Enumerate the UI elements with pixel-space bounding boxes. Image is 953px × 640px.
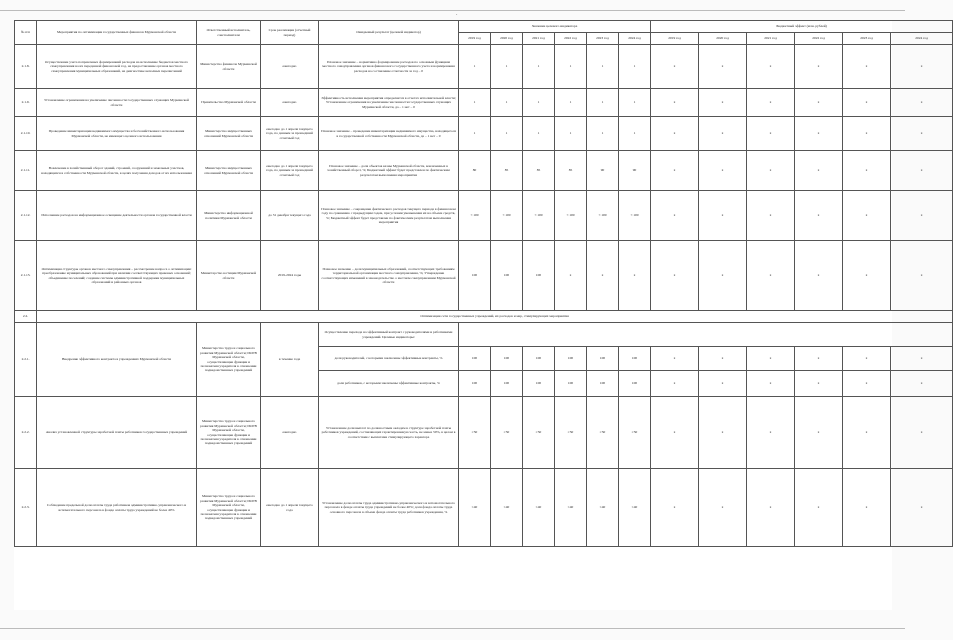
value-cell: х [619, 241, 651, 311]
effect-cell: х [747, 191, 795, 241]
row-measure: Осуществление учета поправочных формирований расходов на исполнение бюджетов местного самоуправления на их переданной финансовой год, на предоставление органов местного самоуправления муниципальных образований, на диагностике неполных перечислений [37, 45, 197, 89]
row-executor: Министерство финансов Мурманской области [197, 45, 261, 89]
year-header: 2021 год [747, 33, 795, 45]
effect-cell: х [651, 151, 699, 191]
value-cell: 100 [459, 241, 491, 311]
value-cell: < 100 [523, 191, 555, 241]
section-row [15, 311, 953, 323]
effect-cell: х [651, 117, 699, 151]
value-cell: 90 [587, 151, 619, 191]
value-cell: 1 [459, 45, 491, 89]
effect-cell: х [891, 347, 953, 371]
col-result-header: Ожидаемый результат (целевой индикатор) [319, 21, 459, 45]
effect-cell: х [747, 89, 795, 117]
row-deadline: ежегодно [261, 45, 319, 89]
value-cell: 1 [587, 45, 619, 89]
table-row [15, 45, 953, 89]
effect-cell: х [795, 397, 843, 469]
value-cell: 100 [587, 347, 619, 371]
effect-cell: х [699, 469, 747, 547]
row-executor: Министерство труда и социального развития Мурманской области; ИОГВ Мурманской области, осуществляющие функции и полномочия учредителя в отношении подведомственных учреждений [197, 323, 261, 397]
effect-cell: х [699, 347, 747, 371]
effect-cell: х [843, 397, 891, 469]
row-deadline: ежегодно [261, 89, 319, 117]
group-effect-header: Бюджетный эффект (млн. рублей) [651, 21, 953, 33]
header-row-1 [15, 21, 953, 33]
row-measure: Соблюдение предельной доли оплаты труда работников административно-управленческого и вспомогательного персонала в фонде оплаты труда учреждений не более 40% [37, 469, 197, 547]
year-header: 2024 год [619, 33, 651, 45]
effect-cell: х [891, 151, 953, 191]
table-row [15, 397, 953, 469]
value-cell: < 100 [491, 191, 523, 241]
row-executor: Министерство труда и социального развития Мурманской области; ИОГВ Мурманской области, осуществляющие функции и полномочия учредителя в отношении подведомственных учреждений [197, 397, 261, 469]
row-measure: Вовлечение в хозяйственный оборот зданий, строений, сооружений и земельных участков, находящихся в собственности Мурманской области, в целях получения доходов от их использования [37, 151, 197, 191]
effect-cell: х [795, 89, 843, 117]
value-cell: 100 [523, 371, 555, 397]
effect-cell: х [843, 469, 891, 547]
bottom-edge-line [0, 628, 905, 629]
year-header: 2024 год [891, 33, 953, 45]
value-cell: 100 [523, 347, 555, 371]
effect-cell: х [747, 397, 795, 469]
row-deadline: до 31 декабря текущего года [261, 191, 319, 241]
year-header: 2022 год [555, 33, 587, 45]
value-cell: ≥50 [523, 397, 555, 469]
value-cell: 100 [555, 371, 587, 397]
table-row [15, 191, 953, 241]
value-cell: 1 [619, 45, 651, 89]
effect-cell: х [747, 151, 795, 191]
effect-cell: х [891, 89, 953, 117]
value-cell: 85 [523, 151, 555, 191]
value-cell: 100 [491, 347, 523, 371]
effect-cell: х [651, 469, 699, 547]
row-num: 2.1.9. [15, 89, 37, 117]
effect-cell: х [651, 241, 699, 311]
row-num: 2.1.13. [15, 241, 37, 311]
col-measure-header: Мероприятия по оптимизации государственных финансов Мурманской области [37, 21, 197, 45]
year-header: 2022 год [795, 33, 843, 45]
row-deadline: ежегодно до 1 апреля текущего года, по данным за прошедший отчетный год [261, 151, 319, 191]
effect-cell: х [891, 397, 953, 469]
effect-cell: х [843, 241, 891, 311]
top-edge-line [0, 10, 905, 11]
row-num: 2.2.3. [15, 469, 37, 547]
value-cell: 90 [619, 151, 651, 191]
effect-cell: х [651, 371, 699, 397]
row-measure: Оптимизация структуры органов местного самоуправления – рассмотрение вопроса о оптимизации: преобразование муниципальных образований при наличии соответствующих правовых оснований; объединение поселений; создание системы административной поддержки муниципальных образований и районных органов [37, 241, 197, 311]
group-values-header: Значение целевого индикатора [459, 21, 651, 33]
row-deadline: 2019-2024 годы [261, 241, 319, 311]
effect-cell: х [891, 191, 953, 241]
value-cell: < 100 [587, 191, 619, 241]
value-cell: 100 [491, 241, 523, 311]
effect-cell: х [795, 45, 843, 89]
value-cell: х [555, 241, 587, 311]
value-cell: 1 [555, 45, 587, 89]
effect-cell: х [891, 241, 953, 311]
value-cell: ≥50 [459, 397, 491, 469]
value-cell: ≤40 [555, 469, 587, 547]
year-header: 2019 год [651, 33, 699, 45]
value-cell: ≥50 [491, 397, 523, 469]
scan-mark: · [456, 12, 458, 18]
row-measure: Проведение инвентаризации недвижимого имущества и бесхозяйственного использования Мурманской области, не имеющего целевого использования [37, 117, 197, 151]
value-cell: 1 [491, 89, 523, 117]
effect-cell: х [795, 347, 843, 371]
row-result: доля руководителей, с которыми заключены эффективные контракты, % [319, 347, 459, 371]
row-result: Осуществление перехода на эффективный контракт с руководителями и работниками учреждений. Целевые индикаторы: [319, 323, 459, 347]
value-cell: 100 [619, 371, 651, 397]
effect-cell: х [699, 191, 747, 241]
effect-cell: х [747, 241, 795, 311]
row-executor: Министерство имущественных отношений Мурманской области [197, 151, 261, 191]
year-header: 2020 год [699, 33, 747, 45]
value-cell: ≤40 [459, 469, 491, 547]
row-executor: Министерство имущественных отношений Мурманской области [197, 117, 261, 151]
effect-cell: х [843, 117, 891, 151]
document-page [14, 20, 928, 610]
value-cell: 1 [491, 117, 523, 151]
effect-cell: х [747, 117, 795, 151]
row-result: Установление доли выплат по должностным окладам в структуре заработной платы работников учреждений, составляющих гарантированную часть, не менее 50%, в целом в соответствии с выплатами стимулирующего характера [319, 397, 459, 469]
col-deadline-header: Срок реализации (отчетный период) [261, 21, 319, 45]
effect-cell: х [795, 117, 843, 151]
value-cell: ≤40 [619, 469, 651, 547]
value-cell: 1 [555, 117, 587, 151]
value-cell: < 100 [459, 191, 491, 241]
value-cell: х [587, 241, 619, 311]
effect-cell: х [795, 191, 843, 241]
value-cell: 100 [459, 347, 491, 371]
effect-cell: х [891, 371, 953, 397]
effect-cell: х [843, 151, 891, 191]
effect-cell: х [747, 45, 795, 89]
row-result: Плановое значение – проведение инвентаризации недвижимого имущества, находящегося в государственной собственности Мурманской области, да – 1 нет – 0 [319, 117, 459, 151]
row-measure: Анализ установленной структуры заработной платы работников государственных учреждений [37, 397, 197, 469]
effect-cell: х [843, 191, 891, 241]
row-deadline: в течение года [261, 323, 319, 397]
effect-cell: х [699, 241, 747, 311]
effect-cell: х [651, 347, 699, 371]
row-executor: Министерство труда и социального развития Мурманской области; ИОГВ Мурманской области, осуществляющие функции и полномочия учредителя в отношении подведомственных учреждений [197, 469, 261, 547]
row-measure: Установление ограничения на увеличение численности государственных служащих Мурманской области [37, 89, 197, 117]
table-row [15, 89, 953, 117]
row-measure: Внедрение эффективного контракта в учреждениях Мурманской области [37, 323, 197, 397]
effect-cell: х [795, 241, 843, 311]
table-row [15, 323, 953, 347]
value-cell: 100 [587, 371, 619, 397]
value-cell: 1 [459, 89, 491, 117]
value-cell: ≥50 [555, 397, 587, 469]
value-cell: 1 [619, 117, 651, 151]
value-cell: 1 [523, 45, 555, 89]
row-result: доля работников, с которыми заключены эффективные контракты, % [319, 371, 459, 397]
row-result: Плановое значение – нормативно формирование расходов по основным функциям местного самоуправления органов финансового государственного учета и нормирования расходов на составление отчетности за год – 0 [319, 45, 459, 89]
row-measure: Исполнение расходов на информационное освещение деятельности органов государственной власти [37, 191, 197, 241]
row-num: 2.2.2. [15, 397, 37, 469]
effect-cell: х [747, 347, 795, 371]
row-result: Плановое значение – доля объектов казны Мурманской области, вовлеченных в хозяйственный оборот, %; Бюджетный эффект будет представлен по фактическим результатам выполнения мероприятия [319, 151, 459, 191]
effect-cell: х [699, 117, 747, 151]
row-deadline: ежегодно [261, 397, 319, 469]
table-row [15, 241, 953, 311]
effect-cell: х [891, 469, 953, 547]
effect-cell: х [795, 151, 843, 191]
effect-cell: х [699, 45, 747, 89]
value-cell: ≥50 [619, 397, 651, 469]
value-cell: < 100 [555, 191, 587, 241]
row-num: 2.1.12. [15, 191, 37, 241]
effect-cell: х [891, 45, 953, 89]
value-cell: 1 [587, 89, 619, 117]
effect-cell: х [891, 117, 953, 151]
value-cell: 1 [619, 89, 651, 117]
section-num: 2.2. [15, 311, 37, 323]
year-header: 2021 год [523, 33, 555, 45]
row-executor: Министерство юстиции Мурманской области [197, 241, 261, 311]
row-num: 2.1.8. [15, 45, 37, 89]
effect-cell: х [651, 191, 699, 241]
effect-cell: х [747, 469, 795, 547]
effect-cell: х [747, 371, 795, 397]
row-num: 2.1.11. [15, 151, 37, 191]
row-executor: Правительство Мурманской области [197, 89, 261, 117]
value-cell: 80 [459, 151, 491, 191]
row-deadline: ежегодно до 1 апреля текущего года, по данным за прошедший отчетный год [261, 117, 319, 151]
row-num: 2.1.10. [15, 117, 37, 151]
table-row [15, 469, 953, 547]
effect-cell: х [699, 371, 747, 397]
effect-cell: х [843, 45, 891, 89]
value-cell: 100 [619, 347, 651, 371]
value-cell: ≤40 [587, 469, 619, 547]
col-num-header: № п/п [15, 21, 37, 45]
effect-cell: х [651, 45, 699, 89]
value-cell: 100 [523, 241, 555, 311]
effect-cell: х [795, 469, 843, 547]
effect-cell: х [843, 371, 891, 397]
value-cell: ≥50 [587, 397, 619, 469]
year-header: 2023 год [587, 33, 619, 45]
value-cell: 1 [555, 89, 587, 117]
table-row [15, 151, 953, 191]
empty-cell [459, 323, 953, 347]
year-header: 2019 год [459, 33, 491, 45]
effect-cell: х [651, 89, 699, 117]
value-cell: 1 [459, 117, 491, 151]
value-cell: 100 [459, 371, 491, 397]
value-cell: 100 [555, 347, 587, 371]
effect-cell: х [699, 397, 747, 469]
measures-table [14, 20, 953, 547]
col-executor-header: Ответственный исполнитель, соисполнители [197, 21, 261, 45]
value-cell: 1 [491, 45, 523, 89]
effect-cell: х [843, 347, 891, 371]
table-row [15, 117, 953, 151]
row-result: Плановое значение – сокращение фактического расходов текущего периода в финансовом году по сравнению с предыдущим годом, при условии уменьшения их на объеме средств, %; Бюджетный эффект будет представлен по фактическим результатам выполнения мероприятия [319, 191, 459, 241]
row-executor: Министерство информационной политики Мурманской области [197, 191, 261, 241]
value-cell: 100 [491, 371, 523, 397]
year-header: 2020 год [491, 33, 523, 45]
value-cell: 1 [587, 117, 619, 151]
value-cell: ≤40 [491, 469, 523, 547]
value-cell: ≤40 [523, 469, 555, 547]
value-cell: 1 [523, 89, 555, 117]
effect-cell: х [699, 151, 747, 191]
value-cell: 1 [523, 117, 555, 151]
value-cell: 85 [555, 151, 587, 191]
value-cell: 85 [491, 151, 523, 191]
row-result: Плановое значение – доля муниципальных образований, соответствующих требованиям территориальной организации местного самоуправления, %; Утверждение соответствующих изменений в законодательство о местном самоуправлении Мурманской области [319, 241, 459, 311]
year-header: 2023 год [843, 33, 891, 45]
row-result: Установление доли оплаты труда административно-управленческого и вспомогательного персонала в фонде оплаты труда учреждений не более 40%; доля фонда оплаты труда основного персонала в объеме фонда оплаты труда работников учреждения, % [319, 469, 459, 547]
value-cell: < 100 [619, 191, 651, 241]
row-deadline: ежегодно до 1 апреля текущего года [261, 469, 319, 547]
section-title: Оптимизация сети государственных учреждений, их расходов и мер, стимулирующих мероприятия [37, 311, 953, 323]
row-num: 2.2.1. [15, 323, 37, 397]
effect-cell: х [651, 397, 699, 469]
row-result: Эффективность исполнения мероприятия определяется в отчетах исполнительной власти; Установление ограничения на увеличение численности государственных служащих Мурманской области, да – 1 нет – 0 [319, 89, 459, 117]
effect-cell: х [843, 89, 891, 117]
effect-cell: х [699, 89, 747, 117]
effect-cell: х [795, 371, 843, 397]
